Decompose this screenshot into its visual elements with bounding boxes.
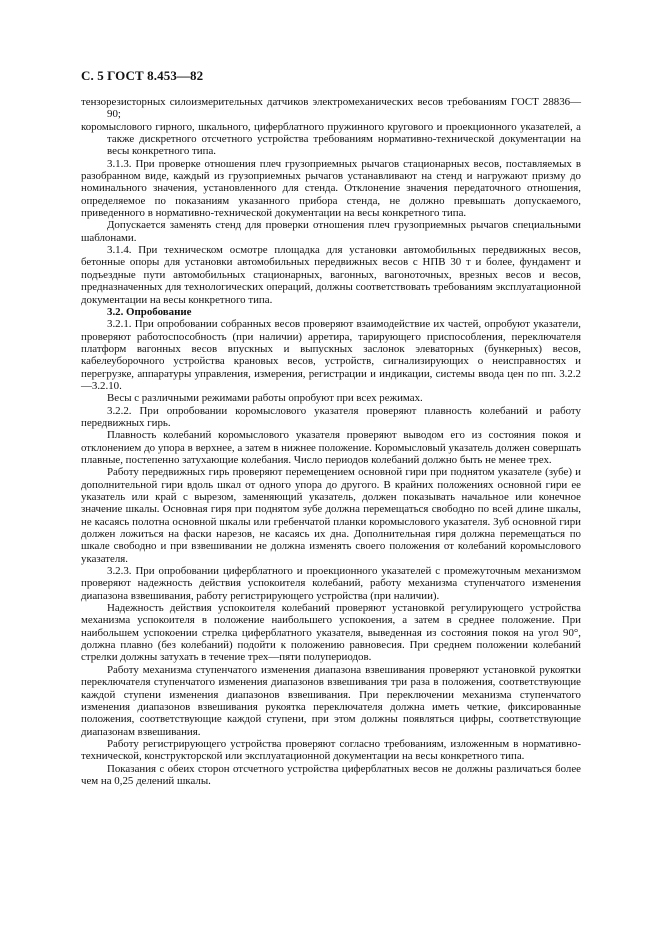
document-body [81,96,581,787]
paragraph-damper-reliability: Надежность действия успокоителя колебаний проверяют установкой регулирующего устройства механизма успокоителя в положение наибольшего успокоения, а затем в среднее положение. При наибольшем успокоении стрелка циферблатного указателя, выведенная из состояния покоя на угол 90°, должна плавно (без колебаний) подойти к положению равновесия. При среднем положении колебаний стрелки должны затухать в течение трех—пяти полупериодов. [81,602,581,664]
paragraph-3-2-2: 3.2.2. При опробовании коромыслового указателя проверяют плавность колебаний и работу передвижных гирь. [81,404,581,429]
paragraph-recording-device: Работу регистрирующего устройства проверяют согласно требованиям, изложенным в нормативно-технической, конструкторской или эксплуатационной документации на весы конкретного типа. [81,737,581,763]
paragraph-3-2-3: 3.2.3. При опробовании циферблатного и проекционного указателей с промежуточным механизмом проверяют надежность действия успокоителя колебаний, работу механизма ступенчатого изменения диапазона взвешивания, работу регистрирующего устройства (при наличии). [81,565,581,602]
paragraph-list-item-strain-gauges: тензорезисторных силоизмерительных датчиков электромеханических весов требованиям ГОСТ 28836—90; [81,96,581,121]
paragraph-modes-note: Весы с различными режимами работы опробуют при всех режимах. [107,392,423,405]
section-heading-3-2: 3.2. Опробование [107,305,192,318]
paragraph-templates-note: Допускается заменять стенд для проверки отношения плеч грузоприемных рычагов специальными шаблонами. [81,219,581,244]
paragraph-list-item-indicators: коромыслового гирного, шкального, циферблатного пружинного кругового и проекционного указателей, а также дискретного отсчетного устройства требованиям нормативно-технической документации на весы конкретного типа. [81,120,581,158]
paragraph-readings-difference: Показания с обеих сторон отсчетного устройства циферблатных весов не должны различаться более чем на 0,25 делений шкалы. [81,762,581,787]
paragraph-3-1-4: 3.1.4. При техническом осмотре площадка для установки автомобильных передвижных весов, бетонные опоры для установки автомобильных передвижных весов с НПВ 30 т и более, фундамент и подъездные пути автомобильных стационарных, вагонных, вагоноточных, врезных весов и весов, предназначенных для технологических операций, должны соответствовать требованиям эксплуатационной документации на весы конкретного типа. [81,244,581,306]
paragraph-range-switch-mechanism: Работу механизма ступенчатого изменения диапазона взвешивания проверяют установкой рукоятки переключателя ступенчатого изменения диапазонов взвешивания три раза в положения, соответствующие каждой ступени изменения диапазонов взвешивания. При переключении механизма ступенчатого изменения диапазонов взвешивания рукоятка переключателя должна иметь четкие, фиксированные положения, соответствующие каждой ступени, при этом должны появляться цифры, соответствующие диапазонам взвешивания. [81,663,581,738]
paragraph-3-2-1: 3.2.1. При опробовании собранных весов проверяют взаимодействие их частей, опробуют указатели, проверяют работоспособность (при наличии) арретира, тарирующего приспособления, переключателя платформ вагонных весов впускных и выпускных заслонок элеваторных (бункерных) весов, кабелеуборочного устройства крановых весов, устройств, сигнализирующих о неисправностях и перегрузке, аппаратуры управления, измерения, регистрации и индикации, системы ввода цен по пп. 3.2.2—3.2.10. [81,318,581,392]
paragraph-sliding-weights: Работу передвижных гирь проверяют перемещением основной гири при поднятом указателе (зубе) и дополнительной гири вдоль шкал от одного упора до другого. В крайних положениях основной гири ее указатель или край с вырезом, заменяющий указатель, должен показывать начальное или конечное значение шкалы. Основная гиря при поднятом зубе должна перемещаться свободно по всей длине шкалы, не касаясь полотна основной шкалы или гребенчатой планки коромыслового указателя. Зуб основной гири должен ложиться на фаски нарезов, не касаясь их дна. Дополнительная гиря должна перемещаться по шкале свободно и при взвешивании не должна изменять своего положения от колебаний коромыслового указателя. [81,466,581,565]
paragraph-3-1-3: 3.1.3. При проверке отношения плеч грузоприемных рычагов стационарных весов, поставляемых в разобранном виде, каждый из грузоприемных рычагов устанавливают на стенд и нагружают призму до номинального значения, установленного для стенда. Отклонение значения передаточного отношения, определяемое по показаниям указанного прибора стенда, не должно превышать допускаемого, приведенного в нормативно-технической документации на весы конкретного типа. [81,157,581,220]
paragraph-oscillation-smoothness: Плавность колебаний коромыслового указателя проверяют выводом его из состояния покоя и отклонением до упора в верхнее, а затем в нижнее положение. Коромысловый указатель должен совершать плавные, постепенно затухающие колебания. Число периодов колебаний должно быть не менее трех. [81,429,581,466]
page-header: С. 5 ГОСТ 8.453—82 [81,68,204,83]
